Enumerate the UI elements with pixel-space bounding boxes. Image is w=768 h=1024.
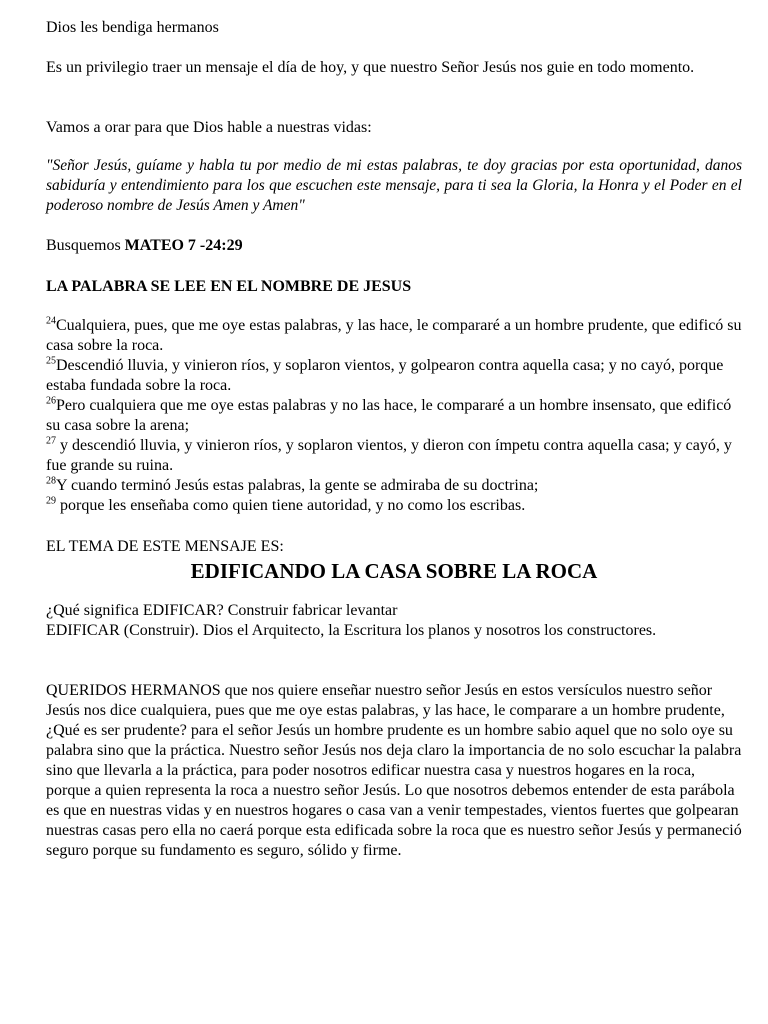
- verse-text: Descendió lluvia, y vinieron ríos, y soplaron vientos, y golpearon contra aquella casa; y no cayó, porque estaba fundada sobre la roca.: [46, 357, 724, 394]
- verse: [46, 316, 742, 356]
- verse-number: 25: [46, 355, 56, 367]
- definition-paragraph: EDIFICAR (Construir). Dios el Arquitecto, la Escritura los planos y nosotros los constructores.: [46, 622, 657, 639]
- verse-text: Y cuando terminó Jesús estas palabras, la gente se admiraba de su doctrina;: [56, 477, 539, 494]
- theme-title: EDIFICANDO LA CASA SOBRE LA ROCA: [190, 559, 598, 583]
- body-paragraph: QUERIDOS HERMANOS que nos quiere enseñar nuestro señor Jesús en estos versículos nuestro señor Jesús nos dice cualquiera, pues que me oye estas palabras, y las hace, le comparare a un hombre prudente, ¿Qué es ser prudente? para el señor Jesús un hombre prudente es un hombre sabio aquel que no solo oye su palabra sino que la práctica. Nuestro señor Jesús nos deja claro la importancia de no solo escuchar la palabra sino que llevarla a la práctica, para poder nosotros edificar nuestra casa y nuestros hogares en la roca, porque a quien representa la roca a nuestro señor Jesús. Lo que nosotros debemos entender de esta parábola es que en nuestras vidas y en nuestros hogares o casa van a venir tempestades, vientos fuertes que golpearan nuestras casas pero ella no caerá porque esta edificada sobre la roca que es nuestro señor Jesús y permaneció seguro porque su fundamento es seguro, sólido y firme.: [46, 682, 742, 859]
- scripture-prefix: Busquemos: [46, 237, 125, 254]
- scripture-reference-line: [46, 236, 742, 256]
- verse-text: porque les enseñaba como quien tiene autoridad, y no como los escribas.: [56, 497, 526, 514]
- verse-number: 26: [46, 395, 56, 407]
- verse: [46, 496, 742, 516]
- verse-text: y descendió lluvia, y vinieron ríos, y soplaron vientos, y dieron con ímpetu contra aquella casa; y cayó, y fue grande su ruina.: [46, 437, 732, 474]
- verse-text: Pero cualquiera que me oye estas palabras y no las hace, le compararé a un hombre insensato, que edificó su casa sobre la arena;: [46, 397, 732, 434]
- theme-label: EL TEMA DE ESTE MENSAJE ES:: [46, 538, 284, 555]
- intro-paragraph: Es un privilegio traer un mensaje el día de hoy, y que nuestro Señor Jesús nos guie en todo momento.: [46, 59, 695, 76]
- verse: [46, 476, 742, 496]
- verse-number: 28: [46, 475, 56, 487]
- verse: [46, 396, 742, 436]
- verse-number: 24: [46, 315, 56, 327]
- verses-block: [46, 316, 742, 516]
- verse-text: Cualquiera, pues, que me oye estas palabras, y las hace, le compararé a un hombre prudente, que edificó su casa sobre la roca.: [46, 317, 742, 354]
- verse: [46, 436, 742, 476]
- prayer-intro: Vamos a orar para que Dios hable a nuestras vidas:: [46, 119, 372, 136]
- reading-heading: LA PALABRA SE LEE EN EL NOMBRE DE JESUS: [46, 278, 412, 295]
- greeting: Dios les bendiga hermanos: [46, 19, 219, 36]
- question-line: ¿Qué significa EDIFICAR? Construir fabricar levantar: [46, 602, 398, 619]
- verse-number: 29: [46, 495, 56, 507]
- verse: [46, 356, 742, 396]
- scripture-reference: MATEO 7 -24:29: [124, 237, 243, 254]
- prayer-text: "Señor Jesús, guíame y habla tu por medio de mi estas palabras, te doy gracias por esta oportunidad, danos sabiduría y entendimiento para los que escuchen este mensaje, para ti sea la Gloria, la Honra y el Poder en el poderoso nombre de Jesús Amen y Amen": [46, 157, 742, 214]
- verse-number: 27: [46, 435, 56, 447]
